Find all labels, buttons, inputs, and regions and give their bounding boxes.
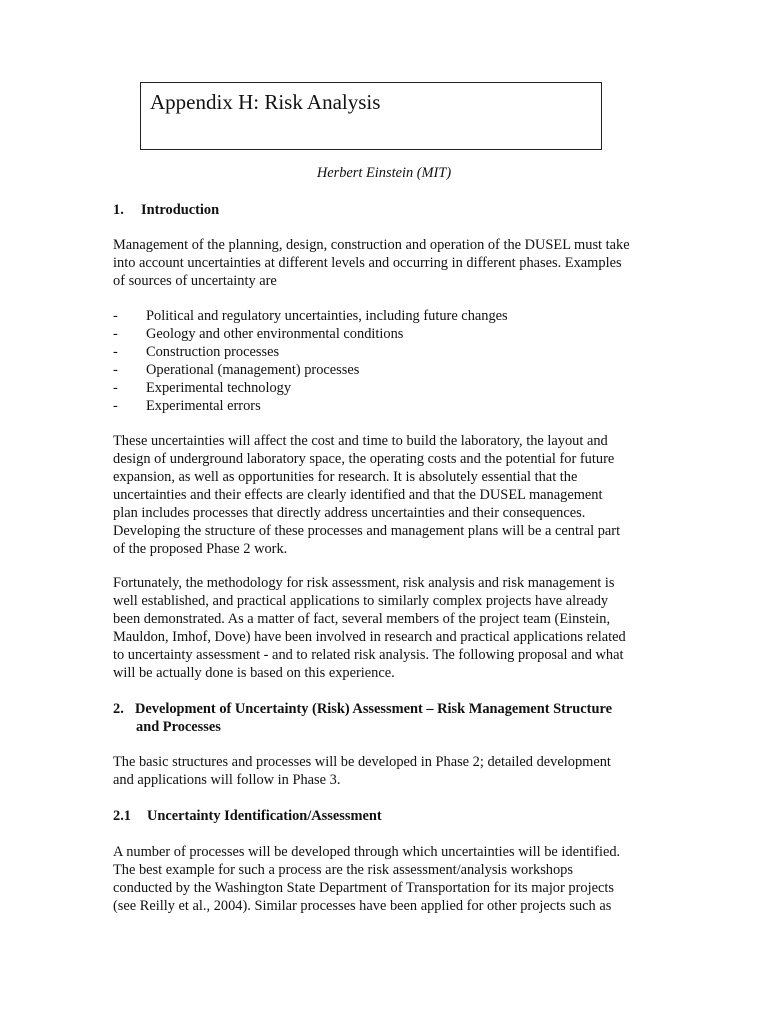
text-line: of sources of uncertainty are (113, 273, 277, 289)
section-2-1-heading (113, 807, 658, 825)
section-2-heading (113, 700, 658, 736)
list-item-text: Experimental errors (146, 398, 261, 414)
intro-paragraph-2 (113, 432, 658, 558)
page-title: Appendix H: Risk Analysis (150, 90, 381, 114)
development-paragraph-1 (113, 753, 658, 789)
author-line: Herbert Einstein (MIT) (316, 165, 452, 181)
title-box (140, 82, 602, 150)
section-2-title-continued: and Processes (136, 719, 221, 735)
section-1-heading (113, 201, 658, 219)
section-2-1-number: 2.1 (113, 808, 131, 824)
text-line: uncertainties and their effects are clearly identified and that the DUSEL management (113, 487, 603, 503)
text-line: to uncertainty assessment - and to related risk analysis. The following proposal and what (113, 647, 624, 663)
list-item (113, 307, 508, 325)
list-marker: - (113, 380, 118, 396)
text-line: Management of the planning, design, construction and operation of the DUSEL must take (113, 237, 630, 253)
text-line: (see Reilly et al., 2004). Similar processes have been applied for other projects such as (113, 898, 612, 914)
list-item (113, 361, 508, 379)
list-item-text: Experimental technology (146, 380, 292, 396)
identification-paragraph-1 (113, 843, 658, 915)
list-item (113, 379, 508, 397)
text-line: been demonstrated. As a matter of fact, several members of the project team (Einstein, (113, 611, 611, 627)
text-line: and applications will follow in Phase 3. (113, 772, 341, 788)
section-2-1-title: Uncertainty Identification/Assessment (147, 808, 382, 824)
text-line: conducted by the Washington State Department of Transportation for its major projects (113, 880, 614, 896)
uncertainty-sources-list (113, 307, 508, 415)
text-line: A number of processes will be developed through which uncertainties will be identified. (113, 844, 621, 860)
section-2-heading-line (113, 700, 658, 718)
list-item (113, 343, 508, 361)
list-item-text: Geology and other environmental conditions (146, 326, 404, 342)
list-marker: - (113, 362, 118, 378)
text-line: will be actually done is based on this experience. (113, 665, 395, 681)
text-line: These uncertainties will affect the cost and time to build the laboratory, the layout and (113, 433, 608, 449)
text-line: Fortunately, the methodology for risk assessment, risk analysis and risk management is (113, 575, 615, 591)
text-line: The basic structures and processes will be developed in Phase 2; detailed development (113, 754, 611, 770)
text-line: plan includes processes that directly address uncertainties and their consequences. (113, 505, 586, 521)
text-line: The best example for such a process are the risk assessment/analysis workshops (113, 862, 573, 878)
section-2-title: Development of Uncertainty (Risk) Assessment – Risk Management Structure (135, 701, 612, 717)
text-line: Developing the structure of these processes and management plans will be a central part (113, 523, 621, 539)
intro-paragraph-3 (113, 574, 658, 682)
text-line: of the proposed Phase 2 work. (113, 541, 288, 557)
list-marker: - (113, 308, 118, 324)
list-marker: - (113, 344, 118, 360)
list-item (113, 325, 508, 343)
section-2-number: 2. (113, 701, 124, 717)
intro-paragraph-1 (113, 236, 658, 290)
text-line: into account uncertainties at different levels and occurring in different phases. Examples (113, 255, 622, 271)
list-marker: - (113, 398, 118, 414)
list-item-text: Construction processes (146, 344, 280, 360)
text-line: well established, and practical applications to similarly complex projects have already (113, 593, 609, 609)
list-item-text: Operational (management) processes (146, 362, 360, 378)
text-line: expansion, as well as opportunities for research. It is absolutely essential that the (113, 469, 578, 485)
section-1-title: Introduction (141, 202, 220, 218)
list-item (113, 397, 508, 415)
section-1-number: 1. (113, 202, 124, 218)
text-line: Mauldon, Imhof, Dove) have been involved in research and practical applications related (113, 629, 626, 645)
list-marker: - (113, 326, 118, 342)
list-item-text: Political and regulatory uncertainties, including future changes (146, 308, 508, 324)
text-line: design of underground laboratory space, the operating costs and the potential for future (113, 451, 615, 467)
